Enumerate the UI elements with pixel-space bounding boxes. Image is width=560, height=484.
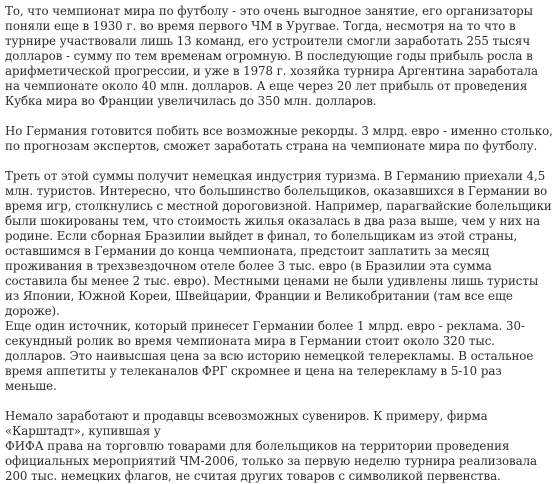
paragraph-text: Но Германия готовится побить все возможные рекорды. 3 млрд. евро - именно столько, по прогнозам экспертов, сможет заработать страна на чемпионате мира по футболу.	[5, 124, 553, 153]
paragraph-1	[5, 4, 555, 109]
paragraph-text: Еще один источник, который принесет Германии более 1 млрд. евро - реклама. 30-секундный ролик во время чемпионата мира в Германии стоит около 320 тыс. долларов. Это наивысшая цена за всю историю немецкой телерекламы. В остальное время аппетиты у телеканалов ФРГ скромнее и цена на телерекламу в 5-10 раз меньше.	[5, 319, 534, 393]
article-body	[5, 4, 555, 484]
paragraph-text: Немало заработают и продавцы всевозможных сувениров. К примеру, фирма «Карштадт», купившая у	[5, 409, 488, 438]
paragraph-text: То, что чемпионат мира по футболу - это очень выгодное занятие, его организаторы поняли еще в 1930 г. во время первого ЧМ в Уругвае. Тогда, несмотря на то что в турнире участвовали лишь 13 команд, его устроители смогли заработать 255 тысяч долларов - сумму по тем временам огромную. В последующие годы прибыль росла в арифметической прогрессии, и уже в 1978 г. хозяйка турнира Аргентина заработала на чемпионате около 40 млн. долларов. А еще через 20 лет прибыль от проведения Кубка мира во Франции увеличилась до 350 млн. долларов.	[5, 4, 539, 108]
paragraph-text: Треть от этой суммы получит немецкая индустрия туризма. В Германию приехали 4,5 млн. туристов. Интересно, что большинство болельщиков, оказавшихся в Германии во время игр, столкнулись с местной дороговизной. Например, парагвайские болельщики были шокированы тем, что стоимость жилья оказалась в два раза выше, чем у них на родине. Если сборная Бразилии выйдет в финал, то болельщикам из этой страны, оставшимся в Германии до конца чемпионата, предстоит заплатить за месяц проживания в трехзвездочном отеле более 3 тыс. евро (в Бразилии эта сумма составила бы менее 2 тыс. евро). Местными ценами не были удивлены лишь туристы из Японии, Южной Кореи, Швейцарии, Франции и Великобритании (там все еще дороже).	[5, 169, 552, 318]
paragraph-text: ФИФА права на торговлю товарами для болельщиков на территории проведения официальных мероприятий ЧМ-2006, только за первую неделю турнира реализовала 200 тыс. немецких флагов, не считая других товаров с символикой первенства.	[5, 439, 538, 483]
paragraph-2	[5, 124, 555, 154]
paragraph-3	[5, 169, 555, 394]
paragraph-4	[5, 409, 555, 484]
